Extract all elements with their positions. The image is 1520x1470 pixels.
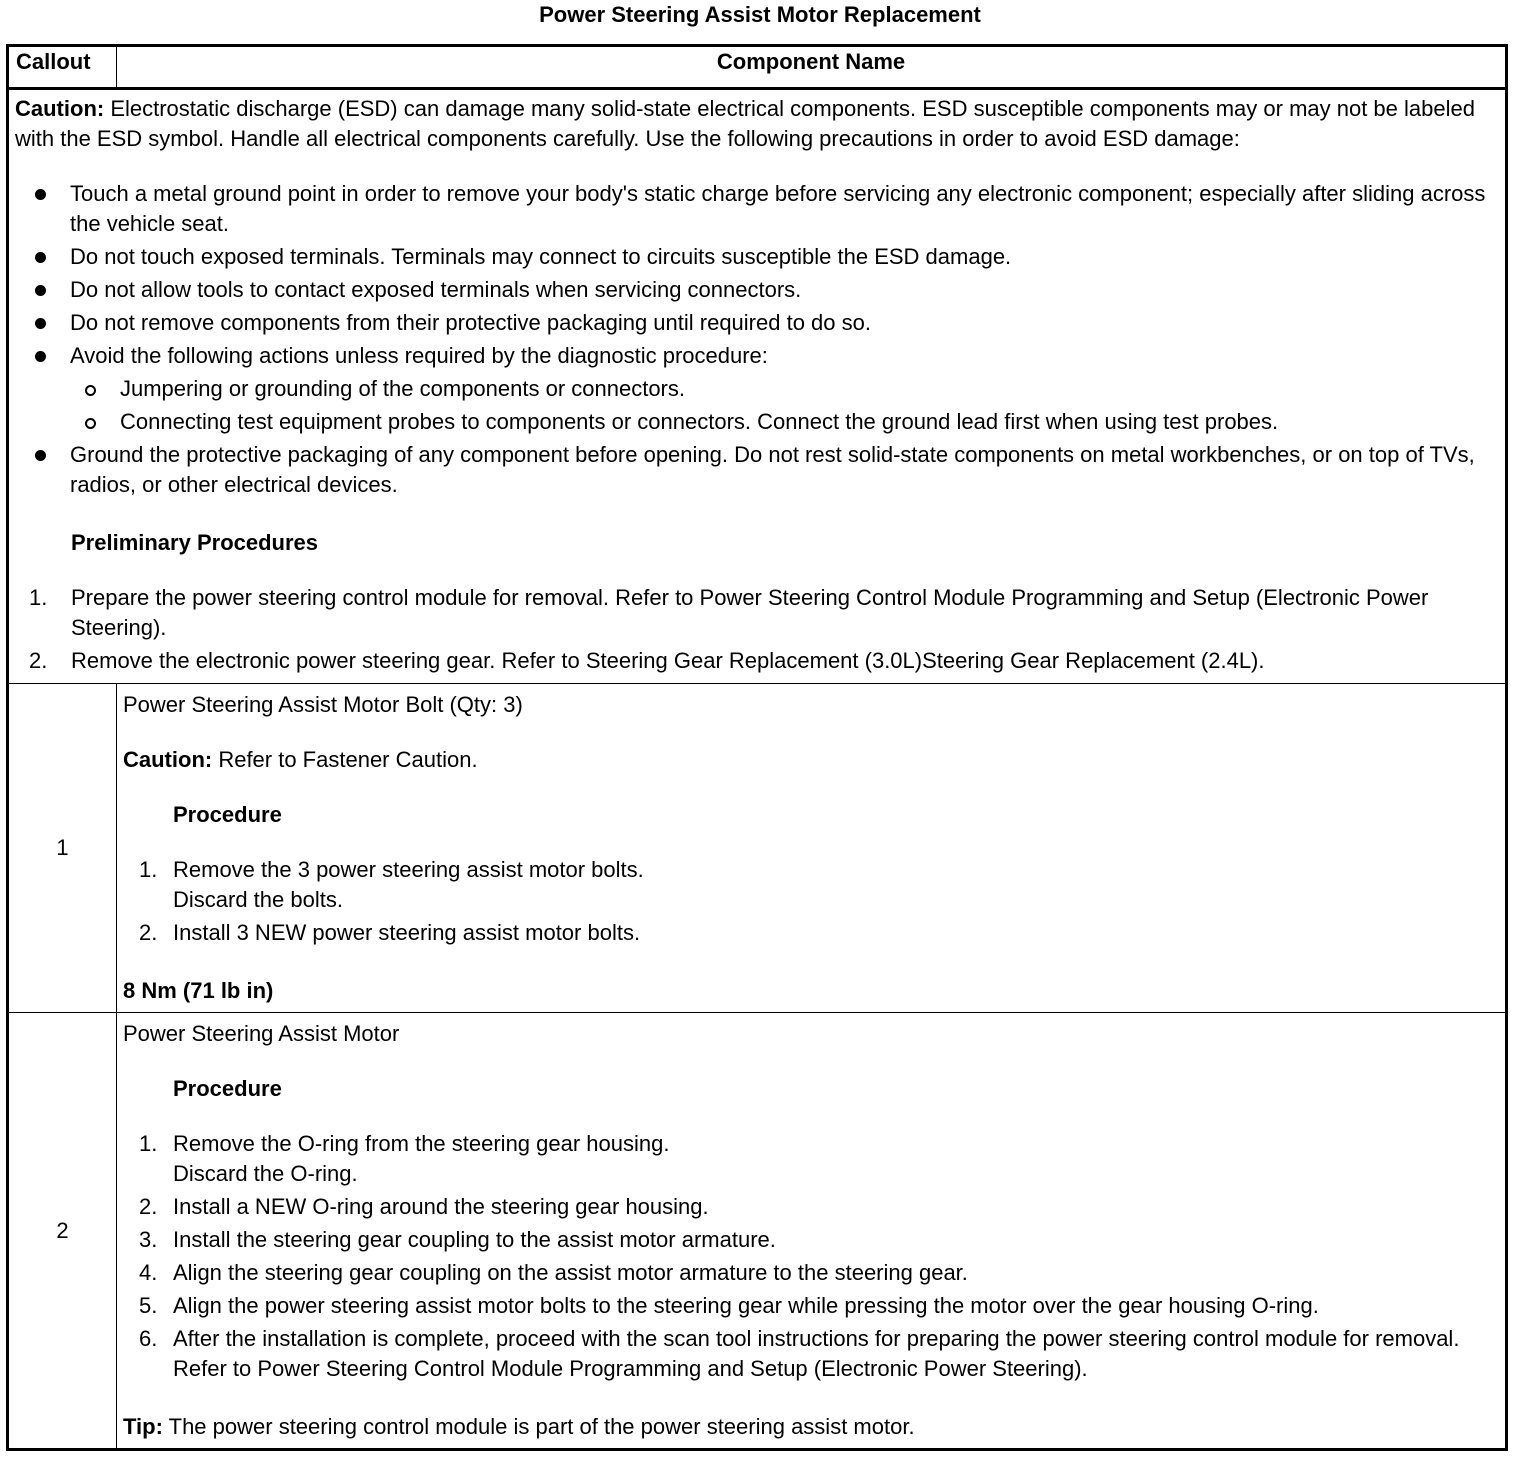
list-item: Connecting test equipment probes to components or connectors. Connect the ground lead first when using test probes.: [15, 407, 1499, 437]
caution-text: Refer to Fastener Caution.: [212, 747, 478, 772]
component-name: Power Steering Assist Motor: [123, 1021, 400, 1046]
step-number: 4.: [139, 1260, 158, 1285]
component-cell: [117, 684, 1507, 1013]
step-number: 2.: [139, 920, 158, 945]
header-row: [8, 46, 1507, 89]
step-note: Discard the O-ring.: [173, 1161, 358, 1186]
step-text: Install the steering gear coupling to the assist motor armature.: [173, 1227, 776, 1252]
list-item: [15, 583, 1499, 643]
callout-number: 2: [8, 1013, 117, 1450]
step-text: Remove the electronic power steering gear. Refer to Steering Gear Replacement (3.0L)Steering Gear Replacement (2.4L).: [71, 648, 1265, 673]
step-text: Remove the 3 power steering assist motor bolts.: [173, 857, 644, 882]
procedure-table: [6, 44, 1508, 1451]
preliminary-steps: [15, 583, 1499, 676]
header-component-name: Component Name: [117, 46, 1507, 89]
esd-sub-bullet-list: [15, 374, 1499, 437]
table-row: [8, 1013, 1507, 1450]
step-number: 5.: [139, 1293, 158, 1318]
step-text: Install 3 NEW power steering assist motor bolts.: [173, 920, 641, 945]
tip: [123, 1412, 1499, 1442]
caution-text: Electrostatic discharge (ESD) can damage many solid-state electrical components. ESD susceptible components may or may not be labeled with the ESD symbol. Handle all electrical components carefully. Use the following precautions in order to avoid ESD damage:: [15, 96, 1475, 151]
step-number: 2.: [29, 648, 48, 673]
procedure-heading: Procedure: [173, 802, 282, 827]
procedure-steps: [123, 855, 1499, 948]
list-item: Do not allow tools to contact exposed terminals when servicing connectors.: [15, 275, 1499, 305]
step-text: Prepare the power steering control module for removal. Refer to Power Steering Control Module Programming and Setup (Electronic Power Steering).: [71, 585, 1429, 640]
procedure-steps: [123, 1129, 1499, 1384]
intro-row: [8, 89, 1507, 684]
step-text: Remove the O-ring from the steering gear housing.: [173, 1131, 670, 1156]
list-item: [123, 1192, 1499, 1222]
step-text: After the installation is complete, proceed with the scan tool instructions for preparing the power steering control module for removal. Refer to Power Steering Control Module Programming and Setup (Electronic Power Steering).: [173, 1326, 1460, 1381]
table-row: [8, 684, 1507, 1013]
list-item: Do not touch exposed terminals. Terminals may connect to circuits susceptible the ESD damage.: [15, 242, 1499, 272]
esd-bullet-list: [15, 179, 1499, 371]
step-number: 1.: [29, 585, 48, 610]
list-item: Ground the protective packaging of any component before opening. Do not rest solid-state components on metal workbenches, or on top of TVs, radios, or other electrical devices.: [15, 440, 1499, 500]
list-item: [15, 646, 1499, 676]
caution-label: Caution:: [15, 96, 105, 121]
list-item: [123, 1324, 1499, 1384]
header-callout: Callout: [8, 46, 117, 89]
procedure-heading: Procedure: [173, 1076, 282, 1101]
preliminary-heading: Preliminary Procedures: [71, 530, 319, 555]
intro-cell: [8, 89, 1507, 684]
esd-bullet-list-cont: [15, 440, 1499, 500]
list-item: [123, 1129, 1499, 1189]
esd-caution: [15, 94, 1499, 154]
step-number: 6.: [139, 1326, 158, 1351]
list-item: [123, 1225, 1499, 1255]
list-item: Avoid the following actions unless required by the diagnostic procedure:: [15, 341, 1499, 371]
step-text: Install a NEW O-ring around the steering gear housing.: [173, 1194, 709, 1219]
caution-label: Caution:: [123, 747, 213, 772]
list-item: [123, 1291, 1499, 1321]
list-item: Touch a metal ground point in order to remove your body's static charge before servicing any electronic component; especially after sliding across the vehicle seat.: [15, 179, 1499, 239]
tip-text: The power steering control module is part of the power steering assist motor.: [162, 1414, 915, 1439]
step-text: Align the steering gear coupling on the assist motor armature to the steering gear.: [173, 1260, 968, 1285]
step-number: 1.: [139, 1131, 158, 1156]
page-title: Power Steering Assist Motor Replacement: [539, 2, 981, 27]
list-item: Do not remove components from their protective packaging until required to do so.: [15, 308, 1499, 338]
step-number: 1.: [139, 857, 158, 882]
step-text: Align the power steering assist motor bolts to the steering gear while pressing the motor over the gear housing O-ring.: [173, 1293, 1319, 1318]
step-number: 3.: [139, 1227, 158, 1252]
torque-spec: [123, 976, 1499, 1006]
component-cell: [117, 1013, 1507, 1450]
step-note: Discard the bolts.: [173, 887, 343, 912]
list-item: Jumpering or grounding of the components or connectors.: [15, 374, 1499, 404]
callout-number: 1: [8, 684, 117, 1013]
list-item: [123, 1258, 1499, 1288]
torque-value: 8 Nm (71 lb in): [123, 978, 274, 1003]
step-number: 2.: [139, 1194, 158, 1219]
component-name: Power Steering Assist Motor Bolt (Qty: 3): [123, 692, 523, 717]
list-item: [123, 918, 1499, 948]
tip-label: Tip:: [123, 1414, 163, 1439]
list-item: [123, 855, 1499, 915]
fastener-caution: [123, 745, 1499, 775]
